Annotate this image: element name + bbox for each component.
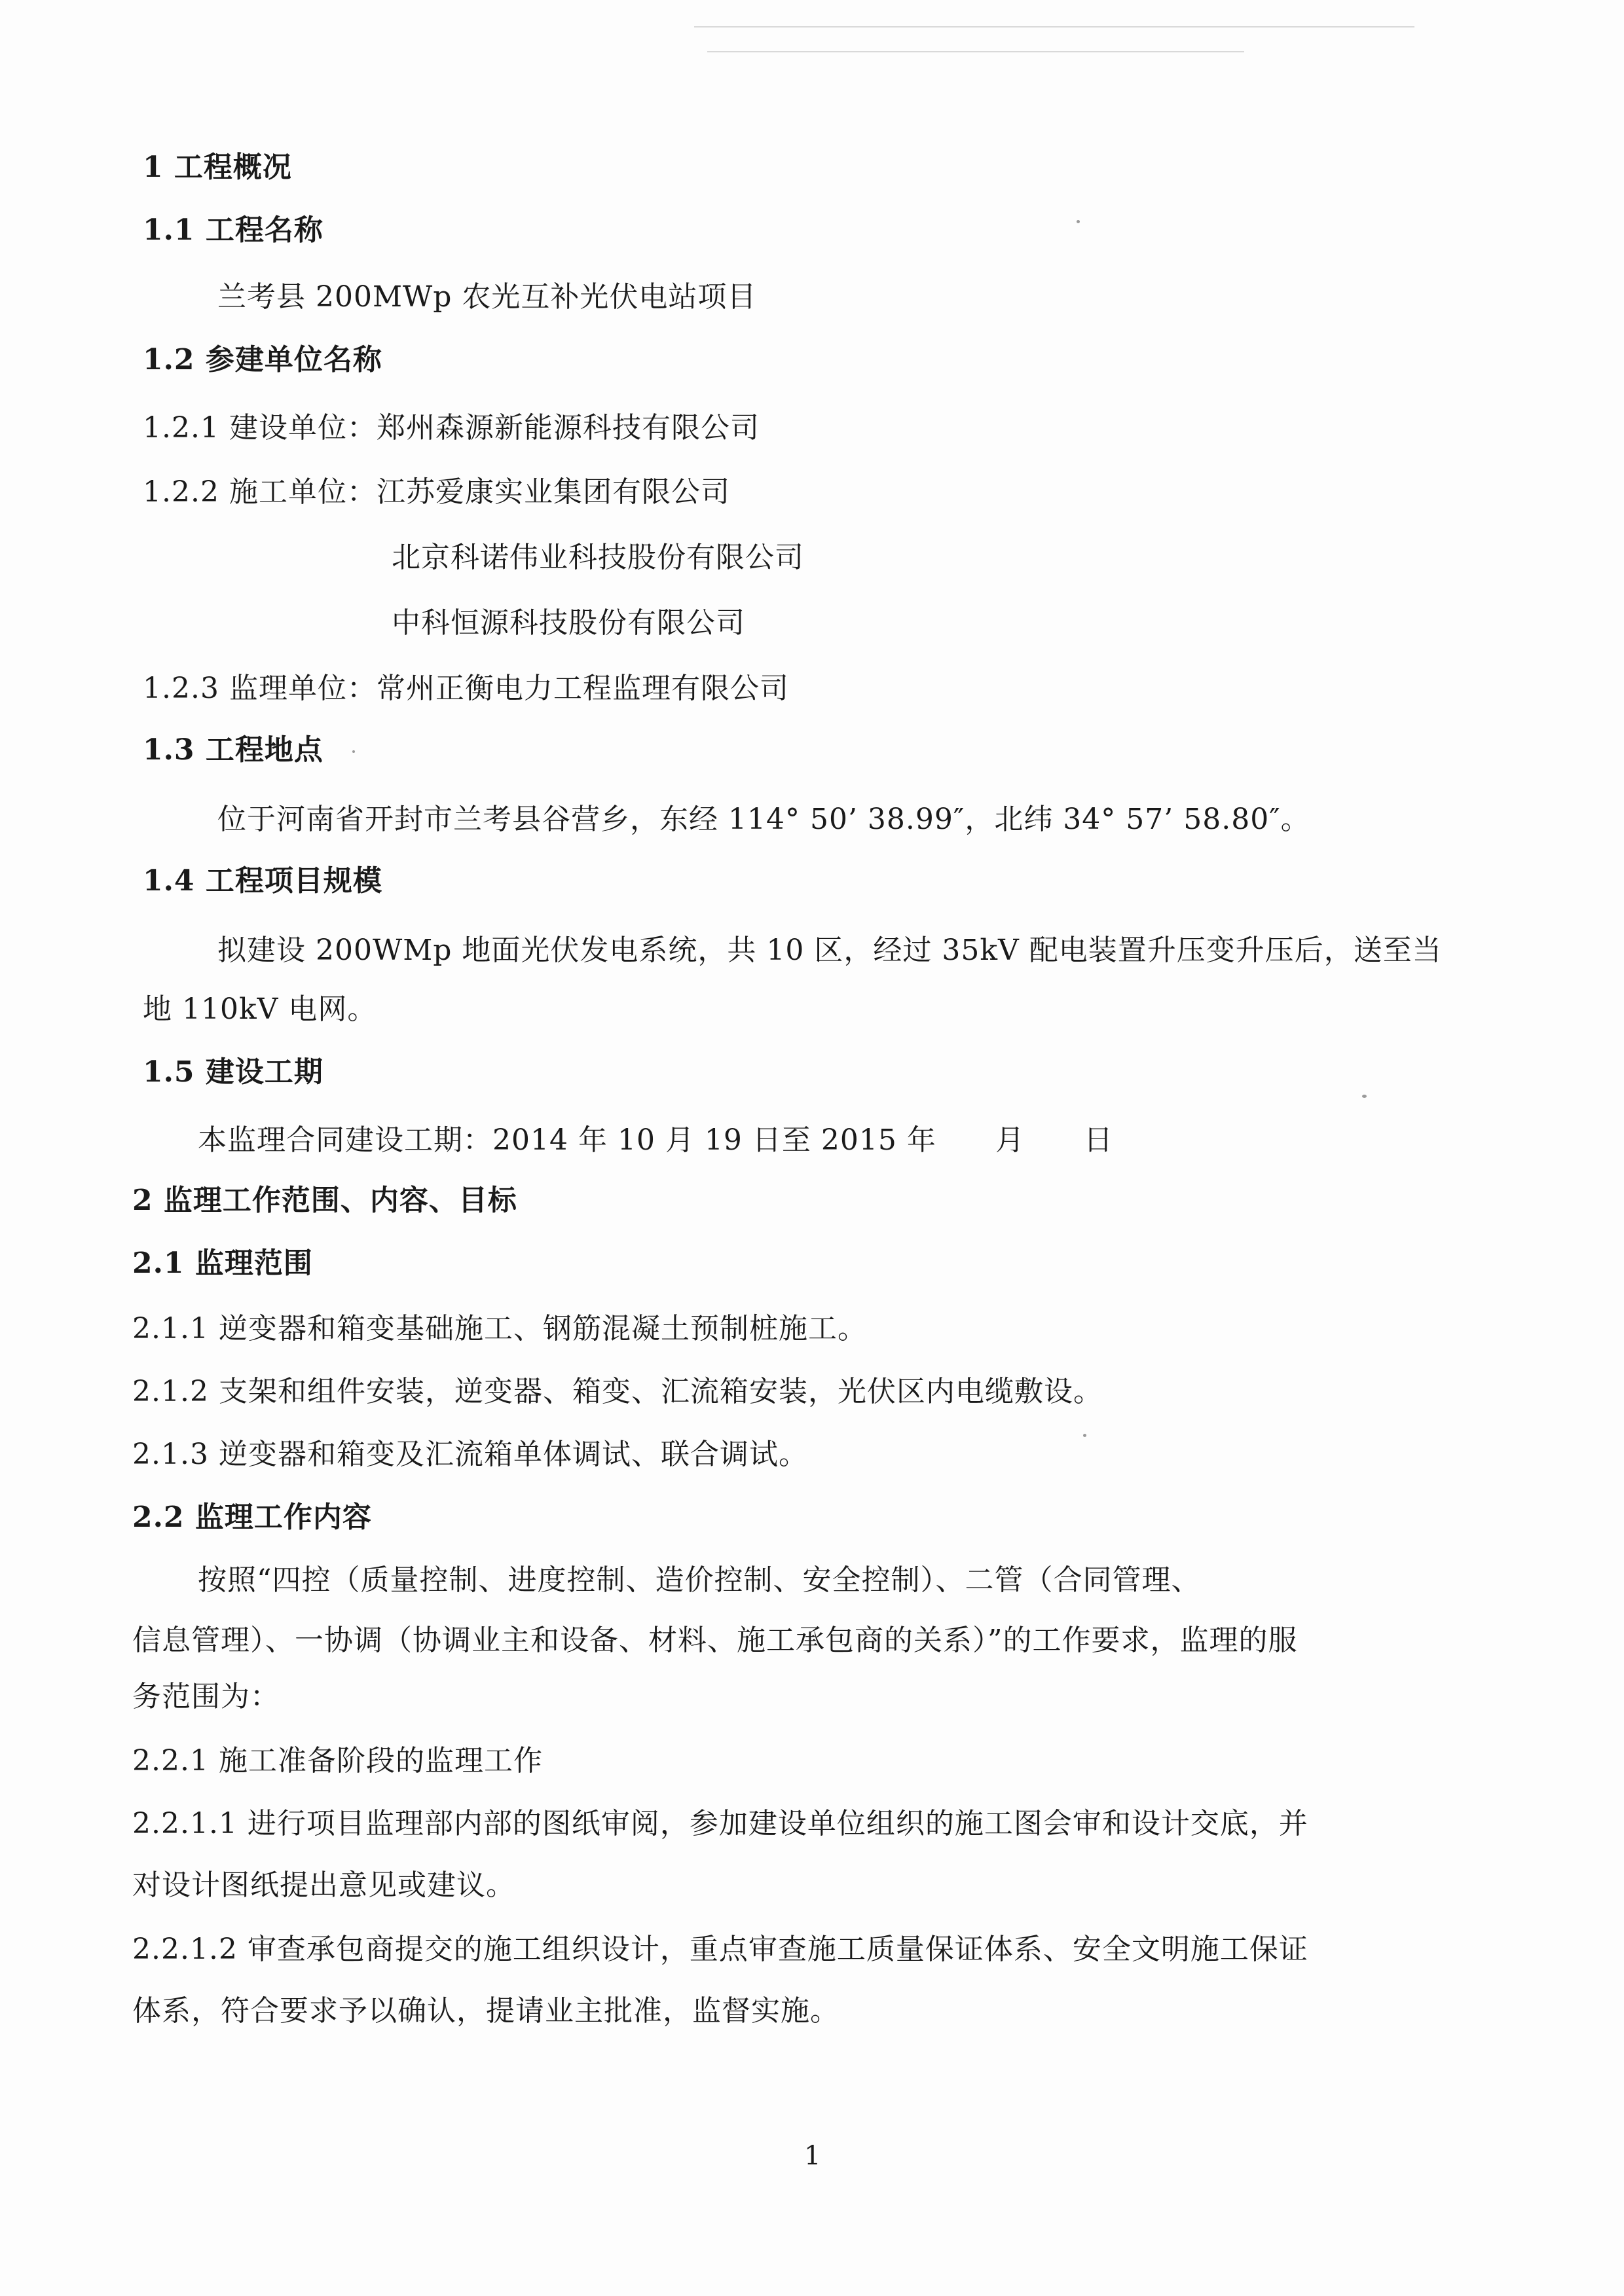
project-location: 位于河南省开封市兰考县谷营乡，东经 114° 50’ 38.99″，北纬 34° 57’ 58.80″。 — [217, 803, 1310, 836]
heading-2-2-1: 2.2.1 施工准备阶段的监理工作 — [132, 1744, 543, 1777]
content-para-line-3: 务范围为： — [132, 1680, 280, 1713]
project-name: 兰考县 200MWp 农光互补光伏电站项目 — [217, 280, 757, 314]
construction-unit-1: 1.2.2 施工单位：江苏爱康实业集团有限公司 — [143, 475, 730, 509]
scope-item-2: 2.1.2 支架和组件安装，逆变器、箱变、汇流箱安装，光伏区内电缆敷设。 — [132, 1375, 1103, 1408]
heading-2: 2 监理工作范围、内容、目标 — [132, 1184, 517, 1217]
heading-1-3: 1.3 工程地点 — [143, 733, 323, 767]
content-para-line-2: 信息管理）、一协调（协调业主和设备、材料、施工承包商的关系）”的工作要求，监理的服 — [132, 1624, 1298, 1657]
content-para-line-1: 按照“四控（质量控制、进度控制、造价控制、安全控制）、二管（合同管理、 — [198, 1563, 1201, 1597]
owner-unit: 1.2.1 建设单位：郑州森源新能源科技有限公司 — [143, 411, 760, 445]
supervision-unit: 1.2.3 监理单位：常州正衡电力工程监理有限公司 — [143, 672, 789, 705]
scope-item-1: 2.1.1 逆变器和箱变基础施工、钢筋混凝土预制桩施工。 — [132, 1312, 867, 1345]
heading-1-1: 1.1 工程名称 — [143, 213, 323, 247]
page-number: 1 — [804, 2141, 821, 2171]
item-2-2-1-2-line-2: 体系，符合要求予以确认，提请业主批准，监督实施。 — [132, 1994, 840, 2028]
item-2-2-1-1-line-2: 对设计图纸提出意见或建议。 — [132, 1868, 515, 1902]
scope-item-3: 2.1.3 逆变器和箱变及汇流箱单体调试、联合调试。 — [132, 1438, 808, 1471]
construction-unit-3: 中科恒源科技股份有限公司 — [392, 606, 745, 640]
heading-1-4: 1.4 工程项目规模 — [143, 864, 382, 898]
scan-speck — [1362, 1095, 1367, 1098]
item-2-2-1-2-line-1: 2.2.1.2 审查承包商提交的施工组织设计，重点审查施工质量保证体系、安全文明施工保证 — [132, 1933, 1308, 1966]
heading-1: 1 工程概况 — [143, 151, 292, 184]
heading-2-2: 2.2 监理工作内容 — [132, 1501, 372, 1534]
scan-speck — [352, 750, 355, 753]
scan-speck — [1077, 220, 1080, 223]
construction-unit-2: 北京科诺伟业科技股份有限公司 — [392, 541, 804, 574]
heading-1-5: 1.5 建设工期 — [143, 1055, 323, 1089]
scan-artifact — [707, 51, 1244, 52]
scale-line-1: 拟建设 200WMp 地面光伏发电系统，共 10 区，经过 35kV 配电装置升压变升压后，送至当 — [217, 934, 1442, 967]
scale-line-2: 地 110kV 电网。 — [143, 993, 377, 1026]
heading-1-2: 1.2 参建单位名称 — [143, 343, 382, 376]
item-2-2-1-1-line-1: 2.2.1.1 进行项目监理部内部的图纸审阅，参加建设单位组织的施工图会审和设计交底，并 — [132, 1807, 1308, 1840]
scan-speck — [1083, 1434, 1086, 1437]
scan-artifact — [694, 26, 1414, 27]
construction-period: 本监理合同建设工期：2014 年 10 月 19 日至 2015 年 月 日 — [198, 1123, 1113, 1157]
heading-2-1: 2.1 监理范围 — [132, 1247, 313, 1280]
